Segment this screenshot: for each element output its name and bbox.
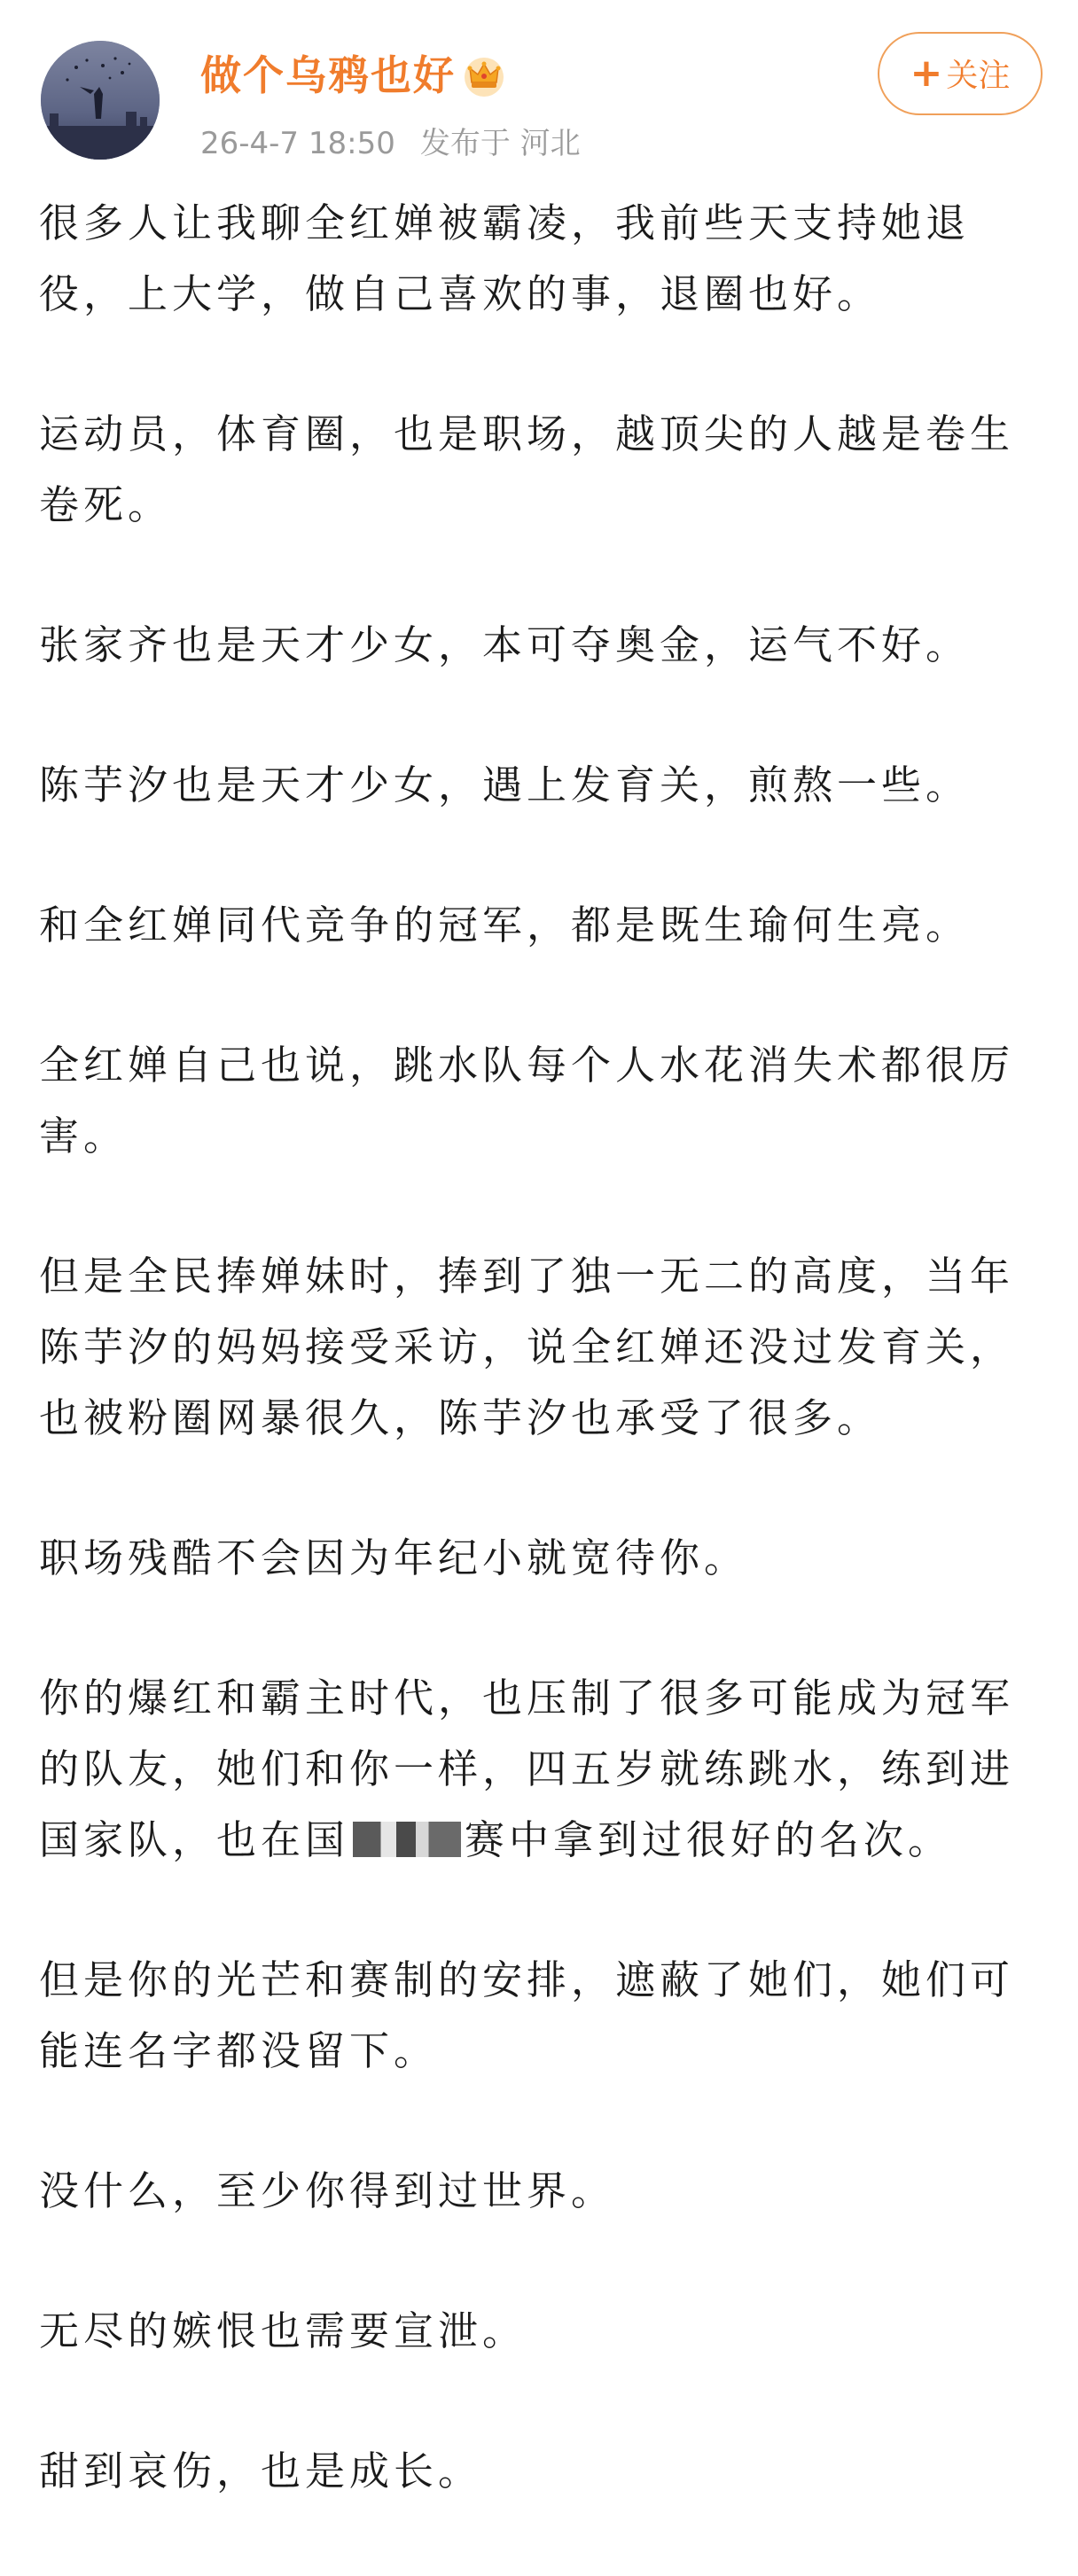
paragraph: 职场残酷不会因为年纪小就宽待你。 (39, 1534, 749, 1581)
post-header (0, 0, 1078, 177)
paragraph-text-before: 你的爆红和霸主时代，也压制了很多可能成为冠军的队友，她们和你一样，四五岁就练跳水，练到进国家队，也在国 (39, 1674, 1015, 1863)
paragraph: 和全红婵同代竞争的冠军，都是既生瑜何生亮。 (39, 902, 971, 948)
follow-label: 关注 (946, 58, 1011, 94)
post-content (39, 188, 1039, 2576)
paragraph: 没什么，至少你得到过世界。 (39, 2167, 616, 2214)
post-location: 发布于 河北 (419, 126, 581, 161)
follow-button[interactable] (878, 32, 1043, 115)
crown-icon (461, 52, 507, 98)
paragraph: 陈芋汐也是天才少女，遇上发育关，煎熬一些。 (39, 761, 971, 808)
paragraph: 但是你的光芒和赛制的安排，遮蔽了她们，她们可能连名字都没留下。 (39, 1956, 1015, 2074)
censored-text-block (353, 1822, 461, 1857)
paragraph-censored (39, 1663, 1039, 1876)
plus-icon: + (910, 51, 943, 96)
paragraph: 运动员，体育圈，也是职场，越顶尖的人越是卷生卷死。 (39, 410, 1015, 528)
paragraph: 很多人让我聊全红婵被霸凌，我前些天支持她退役，上大学，做自己喜欢的事，退圈也好。 (39, 199, 971, 317)
post-time: 26-4-7 18:50 (200, 126, 395, 161)
paragraph: 全红婵自己也说，跳水队每个人水花消失术都很厉害。 (39, 1042, 1015, 1159)
post-meta (200, 124, 581, 163)
avatar-image (41, 41, 160, 160)
author-name[interactable]: 做个乌鸦也好 (200, 51, 456, 99)
paragraph-text-after: 赛中拿到过很好的名次。 (465, 1816, 953, 1863)
paragraph: 无尽的嫉恨也需要宣泄。 (39, 2307, 527, 2354)
author-name-row[interactable] (200, 44, 507, 106)
avatar[interactable] (41, 41, 160, 160)
paragraph: 张家齐也是天才少女，本可夺奥金，运气不好。 (39, 621, 971, 668)
paragraph: 但是全民捧婵妹时，捧到了独一无二的高度，当年陈芋汐的妈妈接受采访，说全红婵还没过发育关，也被粉圈网暴很久，陈芋汐也承受了很多。 (39, 1253, 1015, 1441)
paragraph: 甜到哀伤，也是成长。 (39, 2447, 483, 2494)
